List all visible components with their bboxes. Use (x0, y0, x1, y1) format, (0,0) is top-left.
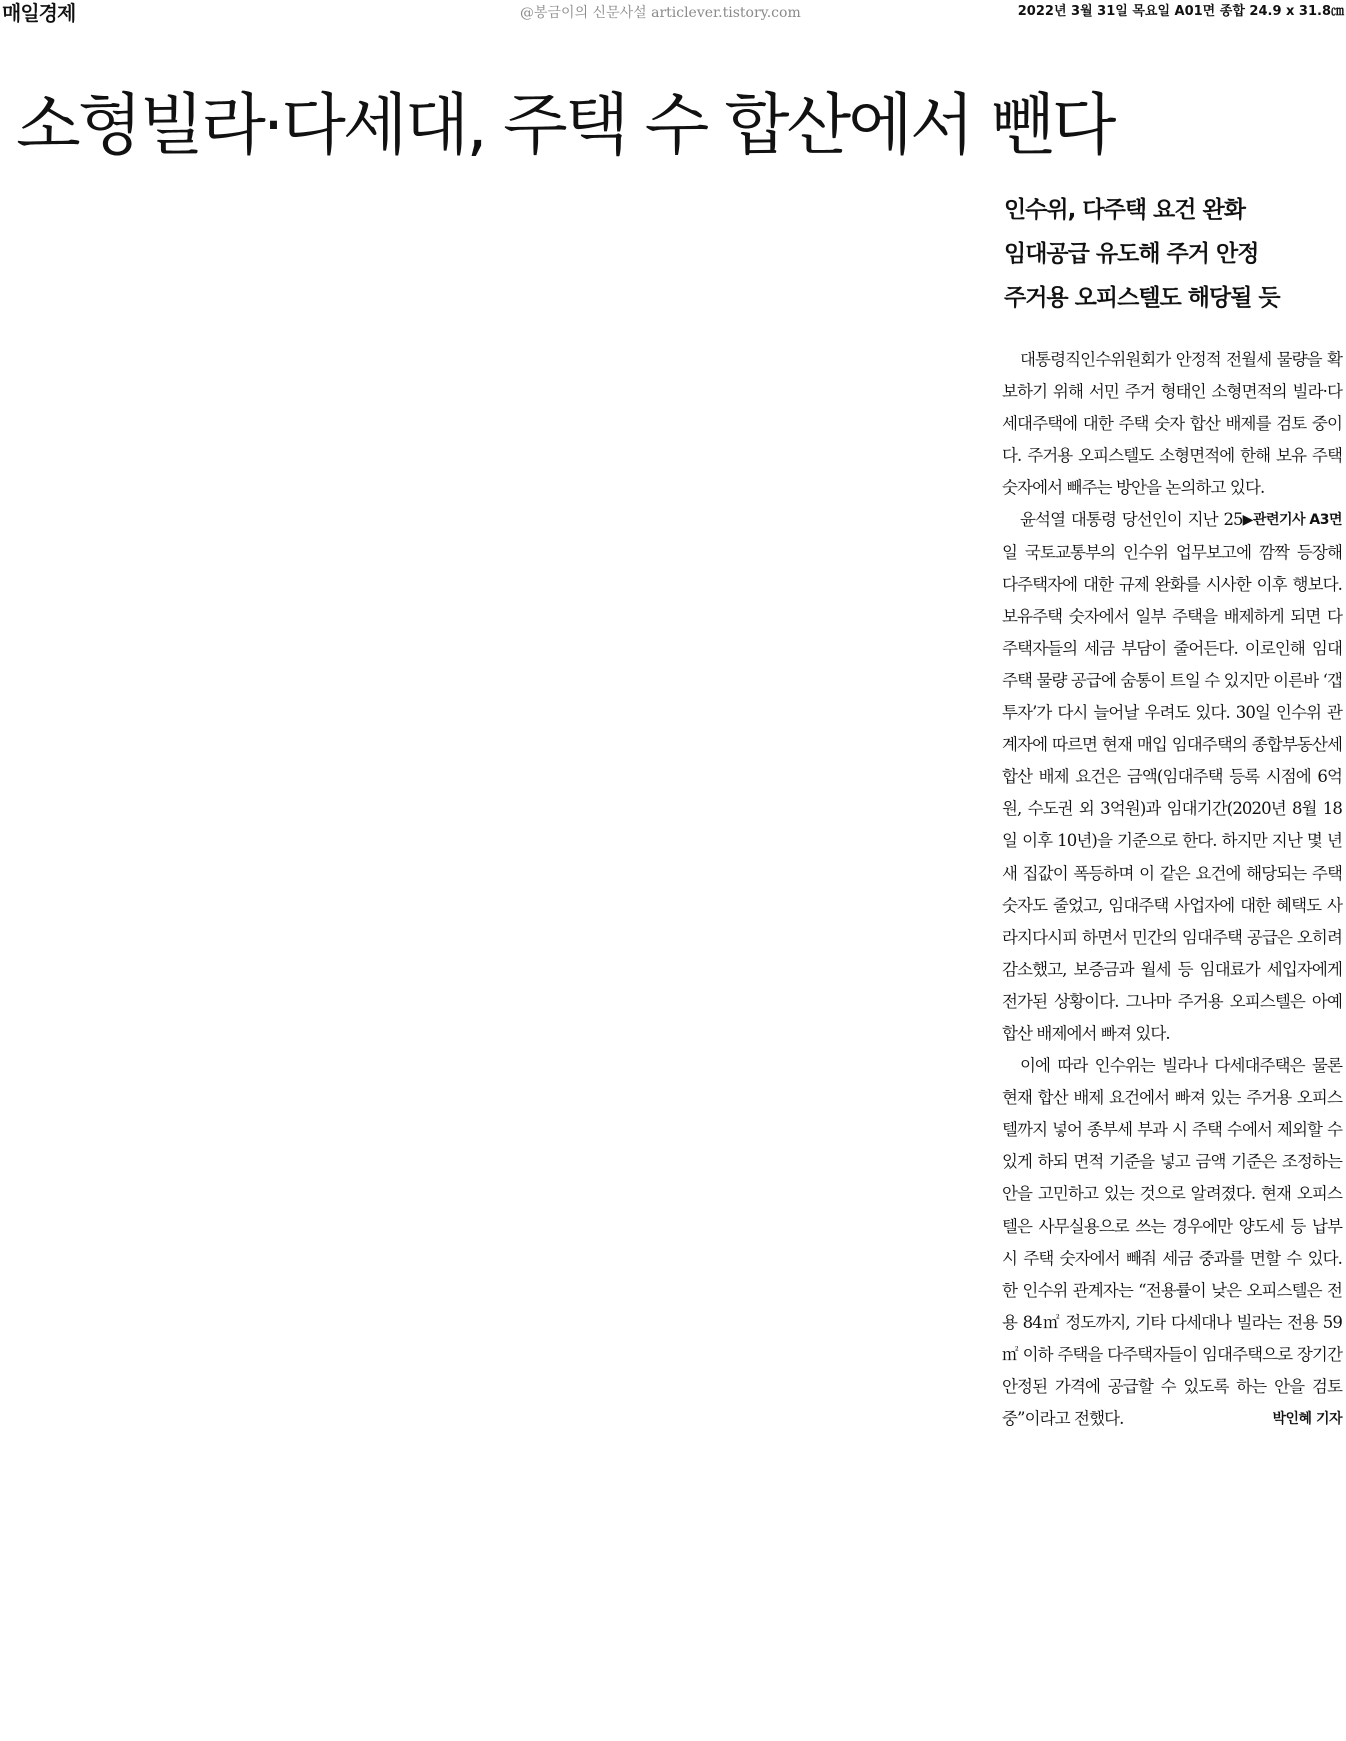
paragraph-text: 이에 따라 인수위는 빌라나 다세대주택은 물론 현재 합산 배제 요건에서 빠져 있는 주거용 오피스텔까지 넣어 종부세 부과 시 주택 수에서 제외할 수 있게 하되 면적 기준을 넣고 금액 기준은 조정하는 안을 고민하고 있는 것으로 알려졌다. 현재 오피스텔은 사무실용으로 쓰는 경우에만 양도세 등 납부 시 주택 숫자에서 빼줘 세금 중과를 면할 수 있다. 한 인수위 관계자는 “전용률이 낮은 오피스텔은 전용 84㎡ 정도까지, 기타 다세대나 빌라는 전용 59㎡ 이하 주택을 다주택자들이 임대주택으로 장기간 안정된 가격에 공급할 수 있도록 하는 안을 검토 중”이라고 전했다. (1002, 1056, 1342, 1429)
related-article-note: ▶관련기사 A3면 (1242, 512, 1342, 529)
paragraph-text: 대통령직인수위원회가 안정적 전월세 물량을 확보하기 위해 서민 주거 형태인 소형면적의 빌라·다세대주택에 대한 주택 숫자 합산 배제를 검토 중이다. 주거용 오피스텔도 소형면적에 한해 보유 주택 숫자에서 빼주는 방안을 논의하고 있다. (1002, 350, 1342, 498)
newspaper-masthead: 매일경제 (2, 1, 76, 25)
subhead-line: 임대공급 유도해 주거 안정 (1004, 241, 1259, 267)
article-paragraph (1002, 344, 1342, 529)
article-subheads (1004, 188, 1344, 320)
subhead-line: 인수위, 다주택 요건 완화 (1004, 197, 1245, 223)
article-paragraph (1002, 1050, 1342, 1435)
page-header (0, 0, 1346, 28)
paragraph-text: 윤석열 대통령 당선인이 지난 25일 국토교통부의 인수위 업무보고에 깜짝 등장해 다주택자에 대한 규제 완화를 시사한 이후 행보다. 보유주택 숫자에서 일부 주택을 배제하게 되면 다주택자들의 세금 부담이 줄어든다. 이로인해 임대주택 물량 공급에 숨통이 트일 수 있지만 이른바 ‘갭 투자’가 다시 늘어날 우려도 있다. 30일 인수위 관계자에 따르면 현재 매입 임대주택의 종합부동산세 합산 배제 요건은 금액(임대주택 등록 시점에 6억원, 수도권 외 3억원)과 임대기간(2020년 8월 18일 이후 10년)을 기준으로 한다. 하지만 지난 몇 년 새 집값이 폭등하며 이 같은 요건에 해당되는 주택 숫자도 줄었고, 임대주택 사업자에 대한 혜택도 사라지다시피 하면서 민간의 임대주택 공급은 오히려 감소했고, 보증금과 월세 등 임대료가 세입자에게 전가된 상황이다. 그나마 주거용 오피스텔은 아예 합산 배제에서 빠져 있다. (1002, 510, 1342, 1043)
blog-watermark: @봉금이의 신문사설 articlever.tistory.com (520, 5, 801, 21)
article-paragraph (1002, 504, 1342, 1050)
issue-date-info: 2022년 3월 31일 목요일 A01면 종합 24.9 x 31.8㎝ (1017, 4, 1344, 19)
reporter-byline: 박인혜 기자 (1272, 1411, 1342, 1428)
subhead-line: 주거용 오피스텔도 해당될 듯 (1004, 285, 1280, 311)
article-headline: 소형빌라·다세대, 주택 수 합산에서 뺀다 (16, 85, 1114, 164)
article-body (1002, 344, 1342, 1435)
